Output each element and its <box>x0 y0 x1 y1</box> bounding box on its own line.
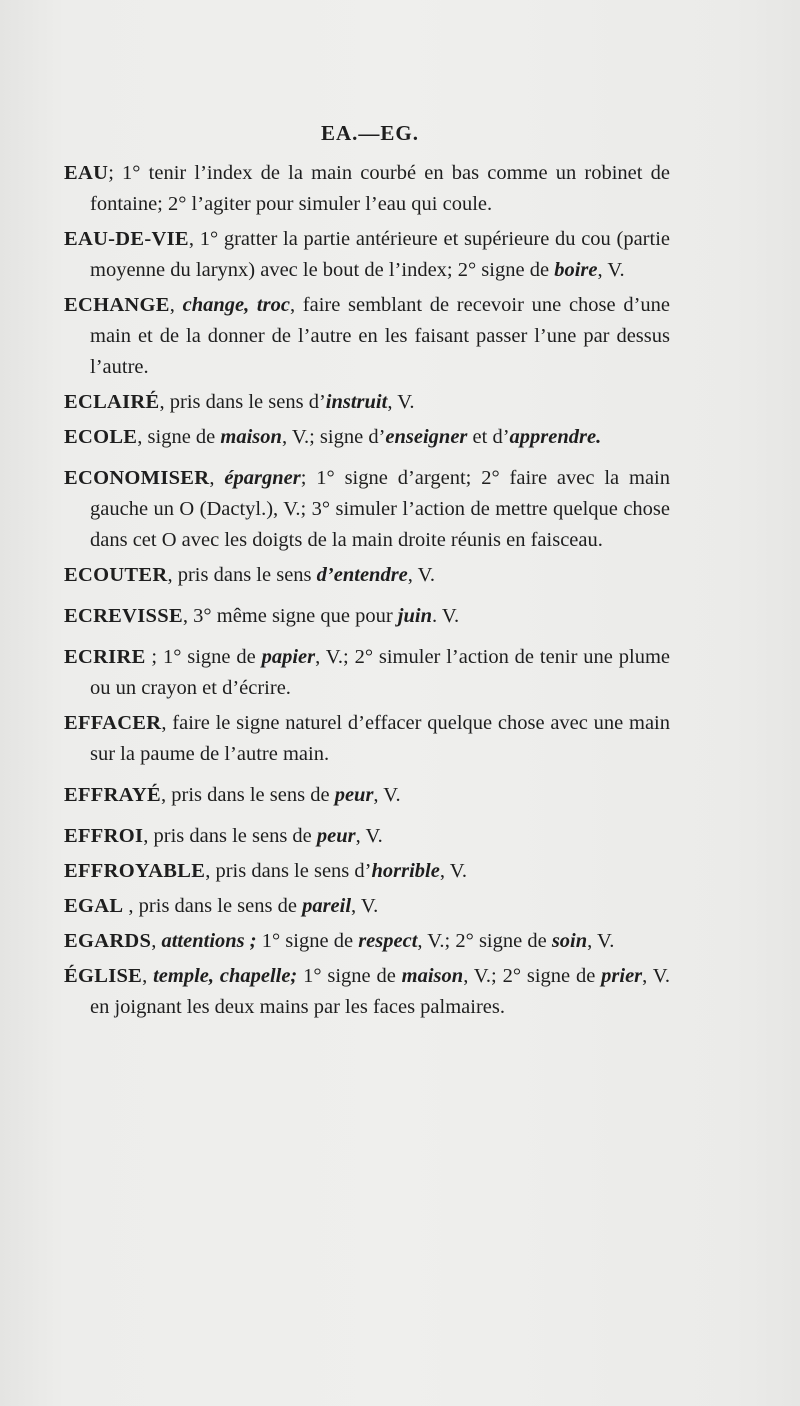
entry-definition: , pris dans le sens de <box>143 825 317 847</box>
entry-synonym: juin <box>397 605 432 627</box>
entry-headword: ECLAIRÉ <box>64 391 160 413</box>
entry-headword: EAU-DE-VIE <box>64 228 189 250</box>
entry-headword: ECREVISSE <box>64 605 183 627</box>
running-header: EA.—EG. <box>320 121 419 145</box>
entry-definition: , V. en joignant les deux mains par les faces palmaires. <box>90 965 671 1018</box>
dictionary-entry <box>64 224 670 286</box>
entry-definition: , <box>142 965 154 987</box>
entry-headword: EFFROI <box>64 825 144 847</box>
entry-synonym: maison <box>401 965 464 987</box>
entry-headword: ECONOMISER <box>64 467 210 489</box>
entry-definition: , pris dans le sens <box>167 564 317 586</box>
entry-definition: , V. <box>597 259 625 281</box>
entry-definition: , V.; 2° signe de <box>463 965 602 987</box>
entry-headword: ECOLE <box>64 426 138 448</box>
entry-synonym: peur <box>316 825 356 847</box>
entry-definition: , 1° gratter la partie antérieure et supérieure du cou (partie moyenne du larynx) avec le bout de l’index; 2° signe de <box>90 228 670 281</box>
entry-headword: ECRIRE <box>64 646 146 668</box>
dictionary-entry <box>64 961 670 1023</box>
entry-definition: , V.; 2° signe de <box>417 930 552 952</box>
entry-synonym: temple, chapelle; <box>153 965 298 987</box>
entry-definition: et d’ <box>467 426 510 448</box>
entry-definition: , V. <box>373 784 401 806</box>
entry-synonym: soin <box>551 930 588 952</box>
entry-synonym: enseigner <box>385 426 468 448</box>
entry-synonym: boire <box>554 259 598 281</box>
entry-definition: , pris dans le sens d’ <box>205 860 372 882</box>
dictionary-entry <box>64 708 670 770</box>
entry-definition: ; 1° tenir l’index de la main courbé en bas comme un robinet de fontaine; 2° l’agiter pour simuler l’eau qui coule. <box>90 162 670 215</box>
entry-synonym: papier <box>261 646 316 668</box>
entry-definition: , <box>151 930 162 952</box>
entry-definition: , pris dans le sens de <box>123 895 303 917</box>
dictionary-entry <box>64 642 670 704</box>
entry-definition: , pris dans le sens d’ <box>159 391 326 413</box>
entry-synonym: horrible <box>371 860 440 882</box>
dictionary-entries <box>64 158 670 1027</box>
entry-synonym: instruit <box>325 391 388 413</box>
dictionary-entry <box>64 158 670 220</box>
entry-synonym: respect <box>358 930 418 952</box>
dictionary-entry <box>64 891 670 922</box>
entry-definition: ; 1° signe de <box>145 646 262 668</box>
entry-synonym: maison <box>220 426 282 448</box>
dictionary-entry <box>64 463 670 556</box>
entry-synonym: change, troc <box>182 294 290 316</box>
entry-definition: , V. <box>351 895 379 917</box>
entry-synonym: d’entendre <box>316 564 408 586</box>
entry-definition: , signe de <box>137 426 221 448</box>
dictionary-entry <box>64 601 670 632</box>
entry-definition: , <box>169 294 183 316</box>
entry-headword: ÉGLISE <box>64 965 143 987</box>
entry-definition: ; 1° signe d’argent; 2° faire avec la main gauche un O (Dactyl.), V.; 3° simuler l’action de mettre quelque chose dans cet O avec les doigts de la main droite réunis en faisceau. <box>90 467 670 551</box>
entry-definition: , pris dans le sens de <box>161 784 335 806</box>
entry-definition: , V.; signe d’ <box>281 426 386 448</box>
dictionary-entry <box>64 821 670 852</box>
entry-definition: , V. <box>387 391 415 413</box>
entry-definition: . V. <box>432 605 460 627</box>
entry-headword: EGARDS <box>64 930 152 952</box>
entry-definition: , V. <box>587 930 615 952</box>
entry-synonym: épargner <box>224 467 301 489</box>
entry-synonym: apprendre. <box>509 426 602 448</box>
entry-definition: 1° signe de <box>256 930 359 952</box>
dictionary-entry <box>64 856 670 887</box>
dictionary-entry <box>64 560 670 591</box>
entry-headword: EFFROYABLE <box>64 860 206 882</box>
entry-definition: , V. <box>355 825 383 847</box>
dictionary-entry <box>64 780 670 811</box>
dictionary-entry <box>64 387 670 418</box>
entry-definition: , 3° même signe que pour <box>182 605 398 627</box>
entry-headword: EGAL <box>64 895 124 917</box>
entry-synonym: attentions ; <box>161 930 257 952</box>
dictionary-entry <box>64 926 670 957</box>
entry-definition: 1° signe de <box>297 965 402 987</box>
entry-definition: , V. <box>407 564 435 586</box>
entry-headword: EAU <box>64 162 109 184</box>
entry-headword: ECHANGE <box>64 294 170 316</box>
entry-definition: , faire semblant de recevoir une chose d’une main et de la donner de l’autre en les faisant passer l’une par dessus l’autre. <box>90 294 670 378</box>
entry-headword: ECOUTER <box>64 564 168 586</box>
entry-synonym: pareil <box>302 895 352 917</box>
entry-synonym: prier <box>601 965 643 987</box>
dictionary-entry <box>64 422 670 453</box>
entry-definition: , faire le signe naturel d’effacer quelque chose avec une main sur la paume de l’autre main. <box>90 712 670 765</box>
entry-definition: , <box>209 467 225 489</box>
entry-definition: , V. <box>439 860 468 882</box>
entry-headword: EFFACER <box>64 712 162 734</box>
entry-headword: EFFRAYÉ <box>64 784 162 806</box>
dictionary-entry <box>64 290 670 383</box>
entry-synonym: peur <box>334 784 374 806</box>
entry-definition: , V.; 2° simuler l’action de tenir une plume ou un crayon et d’écrire. <box>90 646 671 699</box>
